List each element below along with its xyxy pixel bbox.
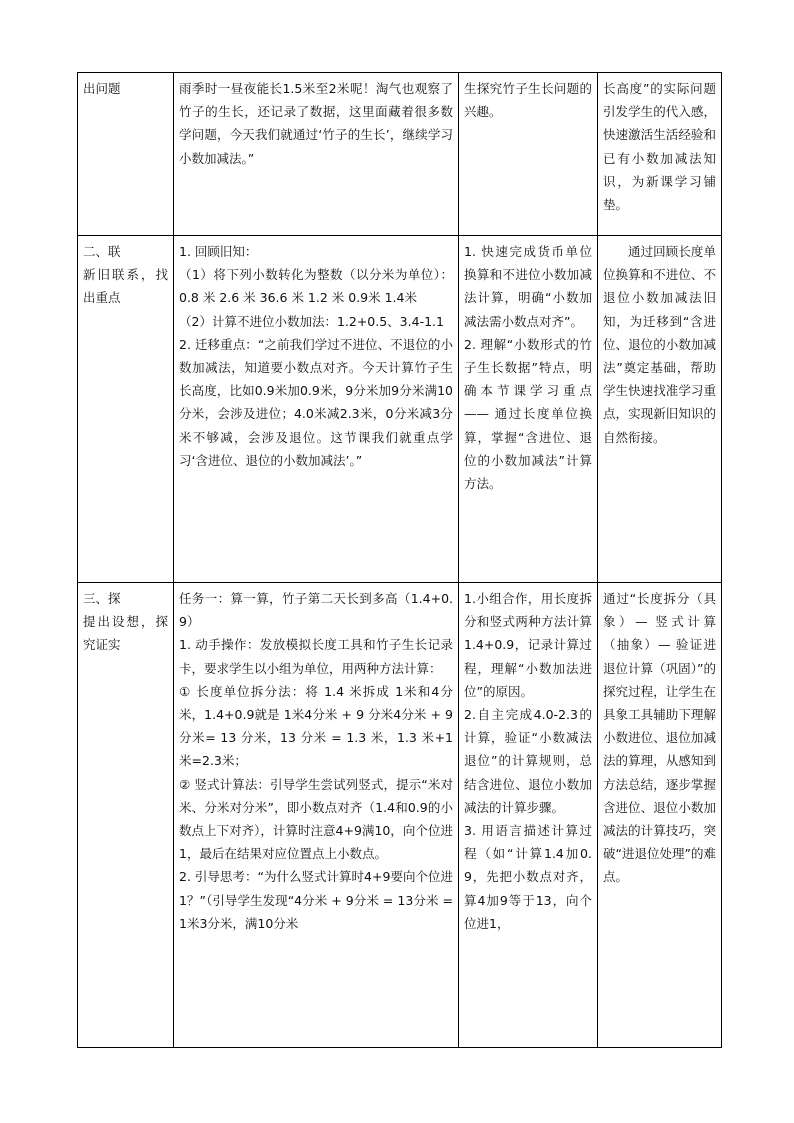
student-activity-cell bbox=[459, 583, 598, 1048]
stage-cell bbox=[78, 236, 174, 583]
stage-cell bbox=[78, 583, 174, 1048]
student-text: 3. 用语言描述计算过程（如“计算1.4加0.9，先把小数点对齐，算4加9等于13，向个位进1， bbox=[464, 823, 592, 931]
student-text: 2.自主完成4.0-2.3的计算，验证“小数减法退位”的计算规则，总结含进位、退位小数加减法的计算步骤。 bbox=[464, 707, 592, 815]
student-text: 生探究竹子生长问题的兴趣。 bbox=[464, 81, 592, 120]
teacher-text: 任务一：算一算，竹子第二天长到多高（1.4+0.9） bbox=[179, 591, 453, 630]
teacher-text: ① 长度单位拆分法：将 1.4 米拆成 1米和4分米，1.4+0.9就是 1米4分米 + 9 分米4分米 + 9 分米= 13 分米，13 分米 = 1.3 米，1.3 米+1米=2.3米； bbox=[179, 683, 453, 769]
table-row bbox=[78, 583, 722, 1048]
stage-heading: 二、联 bbox=[83, 244, 121, 259]
teacher-text: 雨季时一昼夜能长1.5米至2米呢！淘气也观察了竹子的生长，还记录了数据，这里面藏着很多数学问题，今天我们就通过‘竹子的生长’，继续学习小数加减法。” bbox=[179, 81, 453, 166]
intent-text: 长高度”的实际问题引发学生的代入感，快速激活生活经验和已有小数加减法知识，为新课学习铺垫。 bbox=[603, 81, 716, 213]
student-text: 1. 快速完成货币单位换算和不进位小数加减法计算，明确“小数加减法需小数点对齐”。 bbox=[464, 244, 592, 329]
student-text: 1.小组合作，用长度拆分和竖式两种方法计算1.4+0.9，记录计算过程，理解“小数加法进位”的原因。 bbox=[464, 591, 592, 699]
teacher-activity-cell bbox=[174, 583, 459, 1048]
teacher-text: （1）将下列小数转化为整数（以分米为单位）：0.8 米 2.6 米 36.6 米 1.2 米 0.9米 1.4米 bbox=[179, 267, 453, 306]
teacher-text: 1. 回顾旧知： bbox=[179, 244, 258, 259]
student-activity-cell bbox=[459, 236, 598, 583]
table-row bbox=[78, 73, 722, 236]
teacher-text: 2. 迁移重点：“之前我们学过不进位、不退位的小数加减法，知道要小数点对齐。今天计算竹子生长高度，比如0.9米加0.9米，9分米加9分米满10分米，会涉及进位；4.0米减2.3米，0分米减3分米不够减，会涉及退位。这节课我们就重点学习‘含进位、退位的小数加减法’。” bbox=[179, 336, 453, 468]
stage-label: 出问题 bbox=[83, 81, 121, 96]
design-intent-cell bbox=[598, 73, 722, 236]
intent-text: 通过“长度拆分（具象）— 竖式计算（抽象）— 验证进退位计算（巩固）”的探究过程，让学生在具象工具辅助下理解小数进位、退位加减法的算理，从感知到方法总结，逐步掌握含进位、退位小数加减法的计算技巧，突破“进退位处理”的难点。 bbox=[603, 591, 716, 885]
intent-text: 通过回顾长度单位换算和不进位、不退位小数加减法旧知，为迁移到“含进位、退位的小数加减法”奠定基础，帮助学生快速找准学习重点，实现新旧知识的自然衔接。 bbox=[603, 244, 716, 445]
stage-subheading: 新旧联系，找出重点 bbox=[83, 267, 168, 306]
design-intent-cell bbox=[598, 583, 722, 1048]
student-text: 2. 理解“小数形式的竹子生长数据”特点，明确本节课学习重点 —— 通过长度单位换算，掌握“含进位、退位的小数加减法”计算方法。 bbox=[464, 336, 592, 492]
table-row bbox=[78, 236, 722, 583]
teacher-text: 2. 引导思考：“为什么竖式计算时4+9要向个位进1？”（引导学生发现“4分米 + 9分米 = 13分米 = 1米3分米，满10分米 bbox=[179, 869, 453, 931]
teacher-activity-cell bbox=[174, 236, 459, 583]
lesson-plan-table bbox=[77, 72, 722, 1048]
stage-heading: 三、探 bbox=[83, 591, 121, 606]
teacher-text: （2）计算不进位小数加法：1.2+0.5、3.4-1.1 bbox=[179, 313, 444, 329]
teacher-activity-cell bbox=[174, 73, 459, 236]
design-intent-cell bbox=[598, 236, 722, 583]
student-activity-cell bbox=[459, 73, 598, 236]
teacher-text: 1. 动手操作：发放模拟长度工具和竹子生长记录卡，要求学生以小组为单位，用两种方法计算： bbox=[179, 637, 453, 676]
teacher-text: ② 竖式计算法：引导学生尝试列竖式，提示“米对米、分米对分米”，即小数点对齐（1.4和0.9的小数点上下对齐），计算时注意4+9满10，向个位进1，最后在结果对应位置点上小数点。 bbox=[179, 776, 453, 862]
stage-cell bbox=[78, 73, 174, 236]
stage-subheading: 提出设想，探究证实 bbox=[83, 614, 168, 653]
